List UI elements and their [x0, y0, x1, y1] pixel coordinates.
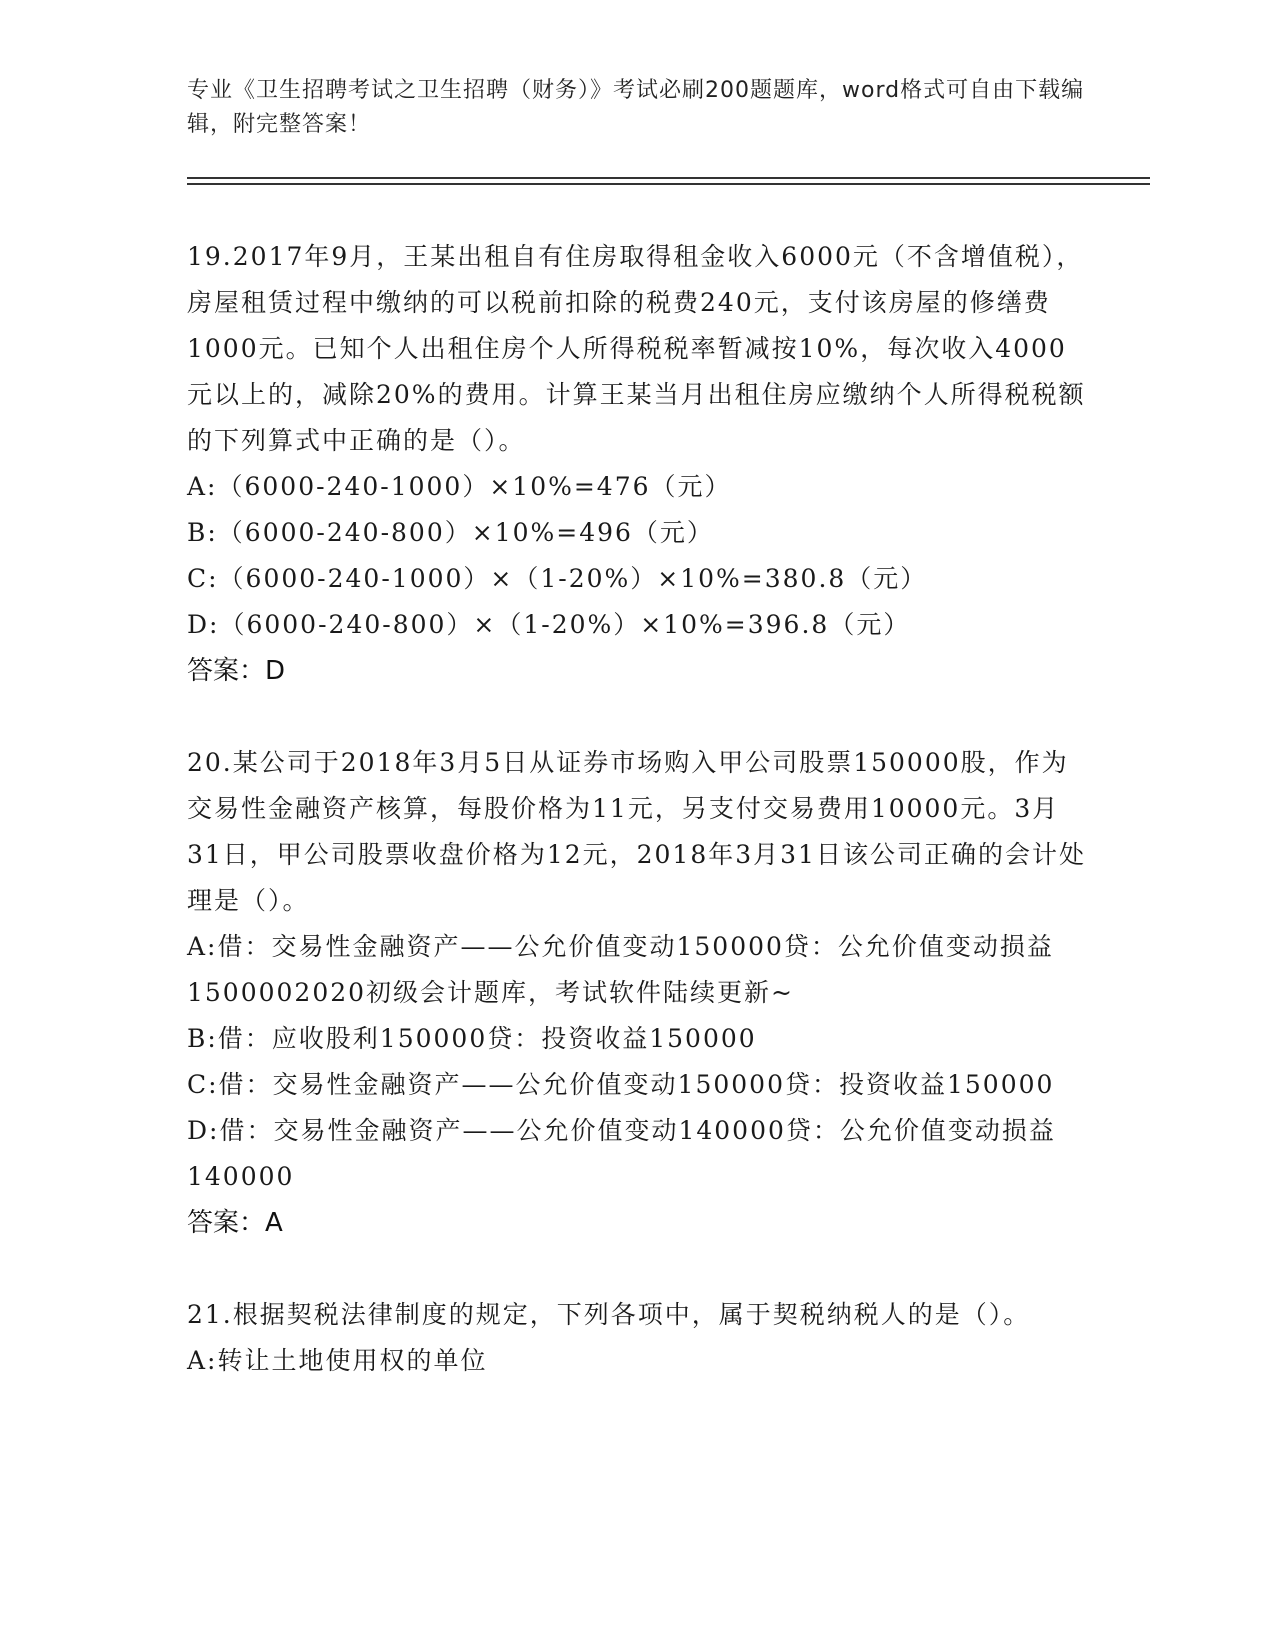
question-20 — [187, 740, 1087, 1246]
question-stem: 20.某公司于2018年3月5日从证券市场购入甲公司股票150000股，作为交易性金融资产核算，每股价格为11元，另支付交易费用10000元。3月31日，甲公司股票收盘价格为12元，2018年3月31日该公司正确的会计处理是（）。 — [187, 748, 1086, 915]
option-d: D:（6000-240-800）×（1-20%）×10%=396.8（元） — [187, 610, 911, 639]
question-21 — [187, 1292, 1087, 1384]
question-stem: 19.2017年9月，王某出租自有住房取得租金收入6000元（不含增值税），房屋租赁过程中缴纳的可以税前扣除的税费240元，支付该房屋的修缮费1000元。已知个人出租住房个人所得税税率暂减按10%，每次收入4000元以上的，减除20%的费用。计算王某当月出租住房应缴纳个人所得税税额的下列算式中正确的是（）。 — [187, 242, 1086, 455]
option-b: B:借：应收股利150000贷：投资收益150000 — [187, 1024, 757, 1053]
question-19 — [187, 234, 1087, 694]
question-stem: 21.根据契税法律制度的规定，下列各项中，属于契税纳税人的是（）。 — [187, 1300, 1031, 1329]
question-spacer — [187, 1246, 1087, 1292]
option-d: D:借：交易性金融资产——公允价值变动140000贷：公允价值变动损益140000 — [187, 1116, 1056, 1191]
answer-label: 答案：A — [187, 1208, 283, 1238]
option-a: A:转让土地使用权的单位 — [187, 1346, 488, 1375]
option-c: C:（6000-240-1000）×（1-20%）×10%=380.8（元） — [187, 564, 928, 593]
option-c: C:借：交易性金融资产——公允价值变动150000贷：投资收益150000 — [187, 1070, 1055, 1099]
answer-label: 答案：D — [187, 656, 286, 686]
question-list — [187, 234, 1087, 1384]
option-b: B:（6000-240-800）×10%=496（元） — [187, 518, 714, 547]
question-spacer — [187, 694, 1087, 740]
option-a: A:（6000-240-1000）×10%=476（元） — [187, 472, 732, 501]
option-a: A:借：交易性金融资产——公允价值变动150000贷：公允价值变动损益1500002020初级会计题库，考试软件陆续更新~ — [187, 932, 1054, 1007]
header-divider-top — [187, 177, 1150, 179]
header-divider-bottom — [187, 183, 1150, 185]
document-header: 专业《卫生招聘考试之卫生招聘（财务）》考试必刷200题题库，word格式可自由下载编辑，附完整答案！ — [187, 78, 1085, 137]
